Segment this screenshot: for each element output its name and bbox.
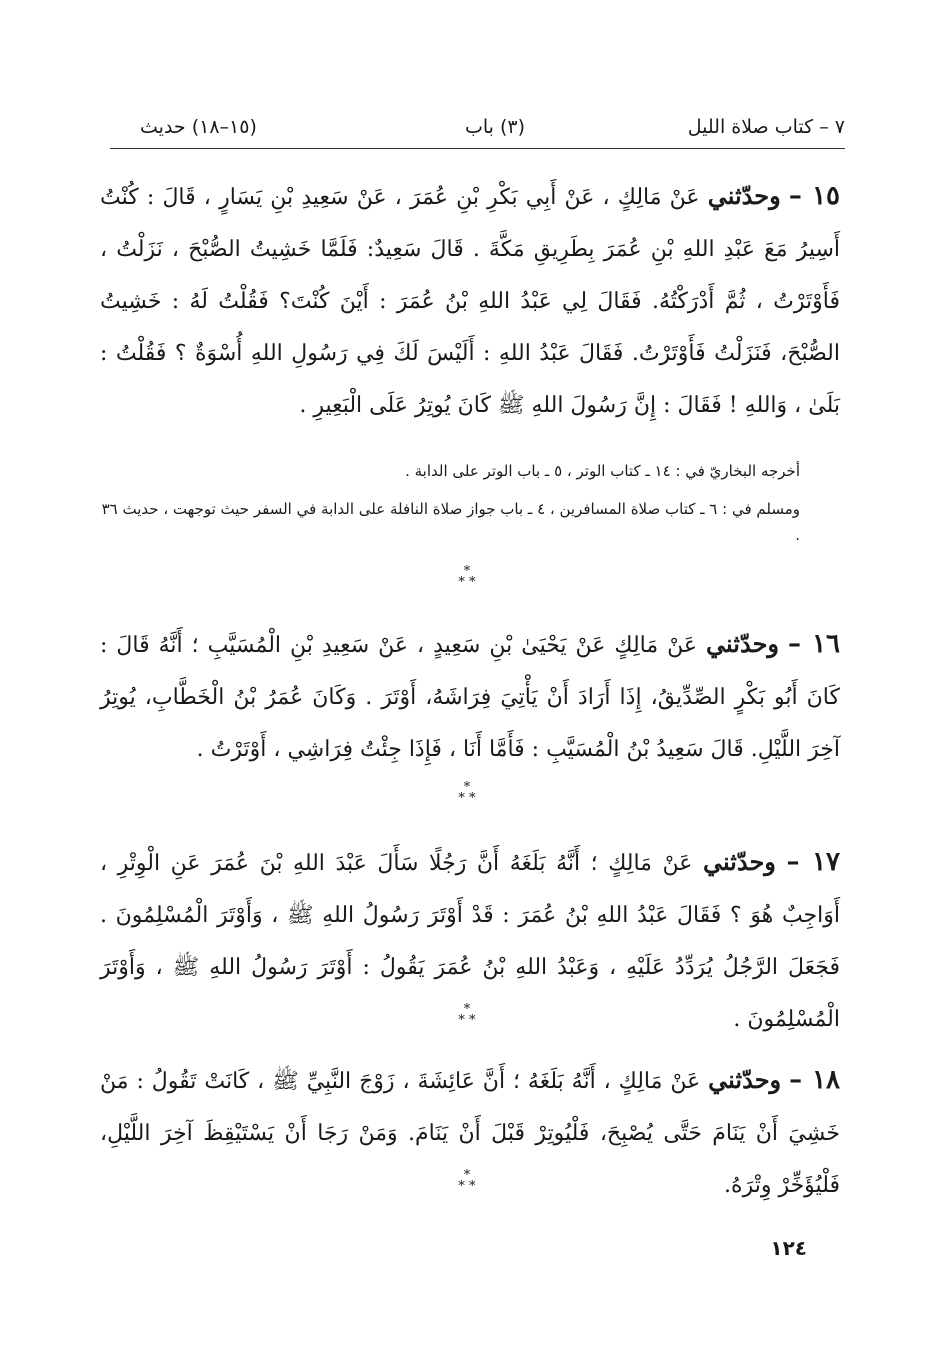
hadith-intro: وحدّثني <box>706 629 779 658</box>
hadith-text: عَنْ مَالِكٍ عَنْ يَحْيَىٰ بْنِ سَعِيدٍ ، عَنْ سَعِيدِ بْنِ الْمُسَيَّبِ ؛ أَنَّهُ قَالَ : كَانَ أَبُو بَكْرٍ الصِّدِّيقُ، إِذَا أَرَادَ أَنْ يَأْتِيَ فِرَاشَهُ، أَوْتَرَ . وَكَانَ عُمَرُ بْنُ الْخَطَّابِ، يُوتِرُ آخِرَ اللَّيْلِ. قَالَ سَعِيدُ بْنُ الْمُسَيَّبِ : فَأَمَّا أَنَا ، فَإِذَا جِئْتُ فِرَاشِي ، أَوْتَرْتُ . <box>100 633 840 762</box>
hadith-text: عَنْ مَالِكٍ ، أَنَّهُ بَلَغَهُ ؛ أَنَّ عَائِشَةَ ، زَوْجَ النَّبِيِّ ﷺ ، كَانَتْ تَقُولُ : مَنْ خَشِيَ أَنْ يَنَامَ حَتَّى يُصْبِحَ، فَلْيُوتِرْ قَبْلَ أَنْ يَنَامَ. وَمَنْ رَجَا أَنْ يَسْتَيْقِظَ آخِرَ اللَّيْلِ، فَلْيُؤَخِّرْ وِتْرَهُ. <box>100 1069 840 1198</box>
separator-stars: * * * <box>458 564 476 590</box>
hadith-intro: وحدّثني <box>702 847 776 876</box>
page-number: ١٢٤ <box>770 1236 807 1260</box>
separator-stars: * * * <box>458 1002 476 1028</box>
hadith-16 <box>100 618 840 776</box>
separator-stars: * * * <box>458 780 476 806</box>
hadith-text: عَنْ مَالِكٍ ؛ أَنَّهُ بَلَغَهُ أَنَّ رَجُلًا سَأَلَ عَبْدَ اللهِ بْنَ عُمَرَ عَنِ الْوِتْرِ ، أَوَاجِبٌ هُوَ ؟ فَقَالَ عَبْدُ اللهِ بْنُ عُمَرَ : قَدْ أَوْتَرَ رَسُولُ اللهِ ﷺ ، وَأَوْتَرَ الْمُسْلِمُونَ . فَجَعَلَ الرَّجُلُ يُرَدِّدُ عَلَيْهِ ، وَعَبْدُ اللهِ بْنُ عُمَرَ يَقُولُ : أَوْتَرَ رَسُولُ اللهِ ﷺ ، وَأَوْتَرَ الْمُسْلِمُونَ . <box>100 851 840 1032</box>
hadith-range: (١٥–١٨) حديث <box>140 116 257 138</box>
separator-stars: * * * <box>458 1168 476 1194</box>
chapter-title: ٧ – كتاب صلاة الليل <box>687 116 845 138</box>
hadith-number: ١٧ – <box>786 847 840 877</box>
hadith-intro: وحدّثني <box>707 181 781 210</box>
footnote-muslim: ومسلم في : ٦ ـ كتاب صلاة المسافرين ، ٤ ـ باب جواز صلاة النافلة على الدابة في السفر حيث توجهت ، حديث ٣٦ . <box>101 500 800 544</box>
hadith-text: عَنْ مَالِكٍ ، عَنْ أَبِي بَكْرِ بْنِ عُمَرَ ، عَنْ سَعِيدِ بْنِ يَسَارٍ ، قَالَ : كُنْتُ أَسِيرُ مَعَ عَبْدِ اللهِ بْنِ عُمَرَ بِطَرِيقِ مَكَّةَ . قَالَ سَعِيدٌ: فَلَمَّا خَشِيتُ الصُّبْحَ ، نَزَلْتُ ، فَأَوْتَرْتُ ، ثُمَّ أَدْرَكْتُهُ. فَقَالَ لِي عَبْدُ اللهِ بْنُ عُمَرَ : أَيْنَ كُنْتَ؟ فَقُلْتُ لَهُ : خَشِيتُ الصُّبْحَ، فَنَزَلْتُ فَأَوْتَرْتُ. فَقَالَ عَبْدُ اللهِ : أَلَيْسَ لَكَ فِي رَسُولِ اللهِ أُسْوَةٌ ؟ فَقُلْتُ : بَلَىٰ ، وَاللهِ ! فَقَالَ : إِنَّ رَسُولَ اللهِ ﷺ كَانَ يُوتِرُ عَلَى الْبَعِيرِ . <box>100 185 840 418</box>
hadith-number: ١٥ – <box>788 181 840 211</box>
footnote-bukhari: أخرجه البخاريّ في : ١٤ ـ كتاب الوتر ، ٥ ـ باب الوتر على الدابة . <box>405 462 800 480</box>
hadith-15 <box>100 170 840 432</box>
running-header <box>110 112 845 146</box>
hadith-number: ١٨ – <box>789 1065 840 1095</box>
section-title: (٣) باب <box>464 116 525 138</box>
hadith-intro: وحدّثني <box>708 1065 782 1094</box>
hadith-number: ١٦ – <box>788 629 841 659</box>
header-rule <box>110 148 845 149</box>
